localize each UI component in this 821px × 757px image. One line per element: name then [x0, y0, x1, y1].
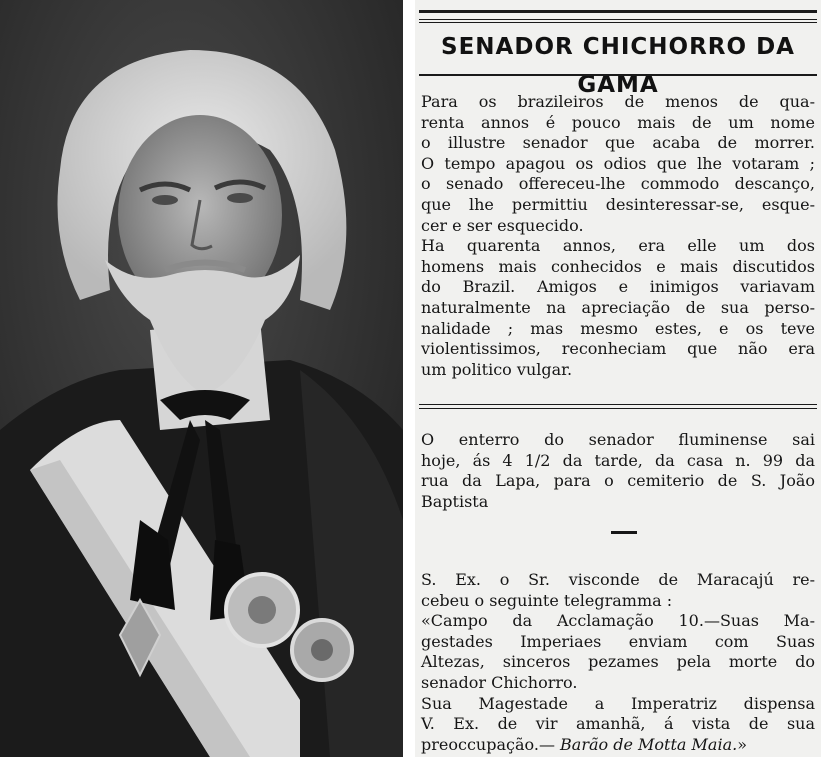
article-headline: SENADOR CHICHORRO DA GAMA	[441, 34, 795, 98]
text-line: O tempo apagou os odios que lhe votaram ;	[421, 153, 815, 173]
article-paragraph-obituary	[421, 92, 815, 380]
top-rule	[419, 10, 817, 20]
text-line: Sua Magestade a Imperatriz dispensa	[421, 693, 815, 713]
signature-name: Barão de Motta Maia.	[560, 734, 738, 754]
text-line: o illustre senador que acaba de morrer.	[421, 133, 815, 153]
text-line: hoje, ás 4 1/2 da tarde, da casa n. 99 da	[421, 450, 815, 470]
text-line: Altezas, sinceros pezames pela morte do	[421, 652, 815, 672]
closing-quote: »	[737, 734, 747, 754]
text-line: V. Ex. de vir amanhã, á vista de sua	[421, 714, 815, 734]
text-line: senador Chichorro.	[421, 672, 578, 692]
top-rule-thin	[419, 22, 817, 23]
section-dash	[611, 531, 637, 534]
text-line: naturalmente na apreciação de sua perso-	[421, 297, 815, 317]
gutter	[403, 0, 415, 757]
text-line: gestades Imperiaes enviam com Suas	[421, 631, 815, 651]
text-line: Baptista	[421, 491, 489, 511]
text-line: homens mais conhecidos e mais discutidos	[421, 256, 815, 276]
portrait-photo	[0, 0, 403, 757]
text-line: Para os brazileiros de menos de qua-	[421, 92, 815, 111]
text-line: rua da Lapa, para o cemiterio de S. João	[421, 471, 815, 491]
text-line: violentissimos, reconheciam que não era	[421, 339, 815, 359]
text-line-signature	[421, 735, 815, 756]
text-line: um politico vulgar.	[421, 359, 573, 379]
text-line: S. Ex. o Sr. visconde de Maracajú re-	[421, 570, 815, 589]
section-rule	[419, 404, 817, 409]
article-paragraph-funeral	[421, 430, 815, 512]
text-line: cebeu o seguinte telegramma :	[421, 590, 673, 610]
text-line: o senado offereceu-lhe commodo descanço,	[421, 174, 815, 194]
text-line: Ha quarenta annos, era elle um dos	[421, 236, 815, 256]
text-line: nalidade ; mas mesmo estes, e os teve	[421, 318, 815, 338]
newspaper-column	[415, 0, 821, 757]
headline-rule	[419, 74, 817, 76]
text-plain: preoccupação.—	[421, 734, 561, 754]
article-paragraph-telegram	[421, 570, 815, 755]
text-line: do Brazil. Amigos e inimigos variavam	[421, 277, 815, 297]
portrait-illustration	[0, 0, 403, 757]
text-line: O enterro do senador fluminense sai	[421, 430, 815, 449]
text-line: renta annos é pouco mais de um nome	[421, 112, 815, 132]
text-line: que lhe permittiu desinteressar-se, esque-	[421, 194, 815, 214]
text-line: cer e ser esquecido.	[421, 215, 584, 235]
text-line: «Campo da Acclamação 10.—Suas Ma-	[421, 611, 815, 631]
